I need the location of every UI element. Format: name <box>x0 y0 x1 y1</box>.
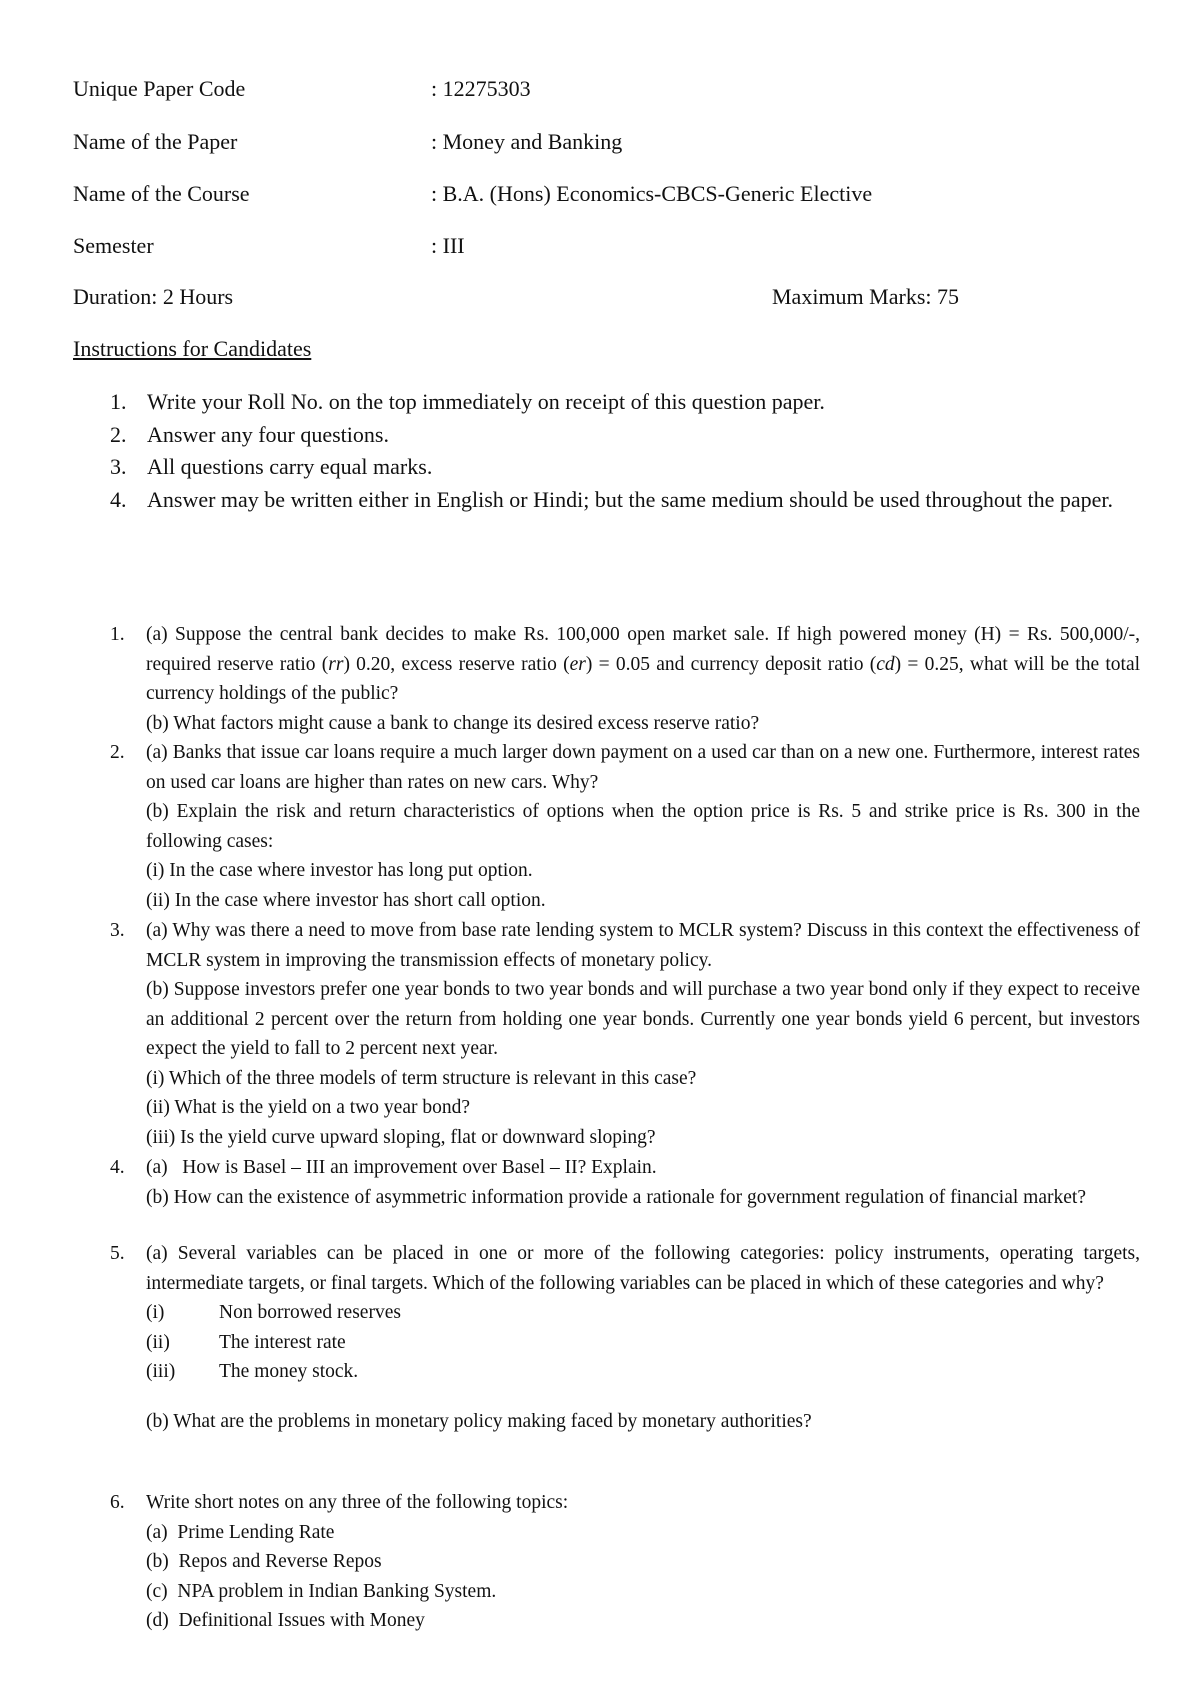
question-4 <box>110 1153 1140 1212</box>
semester-value: : III <box>431 233 465 258</box>
list-item: (i) Non borrowed reserves <box>146 1302 401 1323</box>
note-topic: (b) Repos and Reverse Repos <box>146 1551 382 1572</box>
paper-code-label: Unique Paper Code <box>73 76 246 101</box>
paper-name-label: Name of the Paper <box>73 129 238 154</box>
semester-label: Semester <box>73 233 154 258</box>
question-2b-i: (i) In the case where investor has long put option. <box>146 860 533 881</box>
instruction-number: 3. <box>110 454 127 479</box>
question-number: 6. <box>110 1492 125 1513</box>
question-5b: (b) What are the problems in monetary policy making faced by monetary authorities? <box>146 1410 812 1432</box>
instruction-text: Answer may be written either in English or Hindi; but the same medium should be used throughout the paper. <box>147 487 1113 512</box>
question-4b: (b) How can the existence of asymmetric information provide a rationale for government regulation of financial market? <box>146 1186 1086 1208</box>
question-3b-ii: (ii) What is the yield on a two year bond? <box>146 1097 471 1118</box>
question-1 <box>110 620 1140 738</box>
question-3a: (a) Why was there a need to move from base rate lending system to MCLR system? Discuss in this context the effectiveness of MCLR system in improving the transmission effects of monetary policy. <box>146 920 1140 971</box>
question-3 <box>110 916 1140 1152</box>
instruction-number: 2. <box>110 422 127 447</box>
instruction-text: All questions carry equal marks. <box>147 454 433 479</box>
instruction-item <box>110 419 1140 451</box>
question-number: 1. <box>110 624 125 645</box>
instruction-number: 1. <box>110 389 127 414</box>
instruction-text: Answer any four questions. <box>147 422 389 447</box>
instruction-item <box>110 386 1140 418</box>
question-2b-ii: (ii) In the case where investor has short call option. <box>146 889 546 911</box>
question-4a: (a) How is Basel – III an improvement over Basel – II? Explain. <box>146 1157 657 1178</box>
paper-code-value: : 12275303 <box>431 76 531 101</box>
question-6-intro: Write short notes on any three of the following topics: <box>146 1492 569 1513</box>
instructions-title: Instructions for Candidates <box>73 336 312 361</box>
note-topic: (d) Definitional Issues with Money <box>146 1610 425 1631</box>
instruction-item <box>110 484 1140 516</box>
question-3b-i: (i) Which of the three models of term structure is relevant in this case? <box>146 1067 697 1089</box>
question-6 <box>110 1488 1140 1636</box>
question-3b-iii: (iii) Is the yield curve upward sloping, flat or downward sloping? <box>146 1126 656 1148</box>
question-3b: (b) Suppose investors prefer one year bonds to two year bonds and will purchase a two year bond only if they expect to receive an additional 2 percent over the return from holding one year bonds. Currently one year bonds yield 6 percent, but investors expect the yield to fall to 2 percent next year. <box>146 979 1140 1059</box>
question-number: 5. <box>110 1243 125 1264</box>
instruction-item <box>110 451 1140 483</box>
question-2 <box>110 738 1140 915</box>
question-1a: (a) Suppose the central bank decides to make Rs. 100,000 open market sale. If high powered money (H) = Rs. 500,000/-, required reserve ratio (rr) 0.20, excess reserve ratio (er) = 0.05 and currency deposit ratio (cd) = 0.25, what will be the total currency holdings of the public? <box>146 624 1141 704</box>
question-1b: (b) What factors might cause a bank to change its desired excess reserve ratio? <box>146 712 760 734</box>
instruction-number: 4. <box>110 487 127 512</box>
question-5 <box>110 1239 1140 1436</box>
instruction-text: Write your Roll No. on the top immediately on receipt of this question paper. <box>147 389 825 414</box>
question-2a: (a) Banks that issue car loans require a much larger down payment on a used car than on a new one. Furthermore, interest rates on used car loans are higher than rates on new cars. Why? <box>146 742 1140 793</box>
question-number: 3. <box>110 920 125 941</box>
question-number: 2. <box>110 742 125 763</box>
question-5a: (a) Several variables can be placed in one or more of the following categories: policy instruments, operating targets, intermediate targets, or final targets. Which of the following variables can be placed in which of these categories and why? <box>146 1243 1140 1294</box>
course-name-value: : B.A. (Hons) Economics-CBCS-Generic Elective <box>431 181 873 206</box>
list-item: (ii) The interest rate <box>146 1331 346 1353</box>
max-marks-text: Maximum Marks: 75 <box>772 284 959 309</box>
question-number: 4. <box>110 1157 125 1178</box>
note-topic: (c) NPA problem in Indian Banking System. <box>146 1580 497 1602</box>
note-topic: (a) Prime Lending Rate <box>146 1521 335 1543</box>
paper-name-value: : Money and Banking <box>431 129 623 154</box>
question-2b: (b) Explain the risk and return characteristics of options when the option price is Rs. 5 and strike price is Rs. 300 in the following cases: <box>146 801 1140 852</box>
course-name-label: Name of the Course <box>73 181 250 206</box>
duration-text: Duration: 2 Hours <box>73 284 234 309</box>
list-item: (iii) The money stock. <box>146 1361 359 1382</box>
